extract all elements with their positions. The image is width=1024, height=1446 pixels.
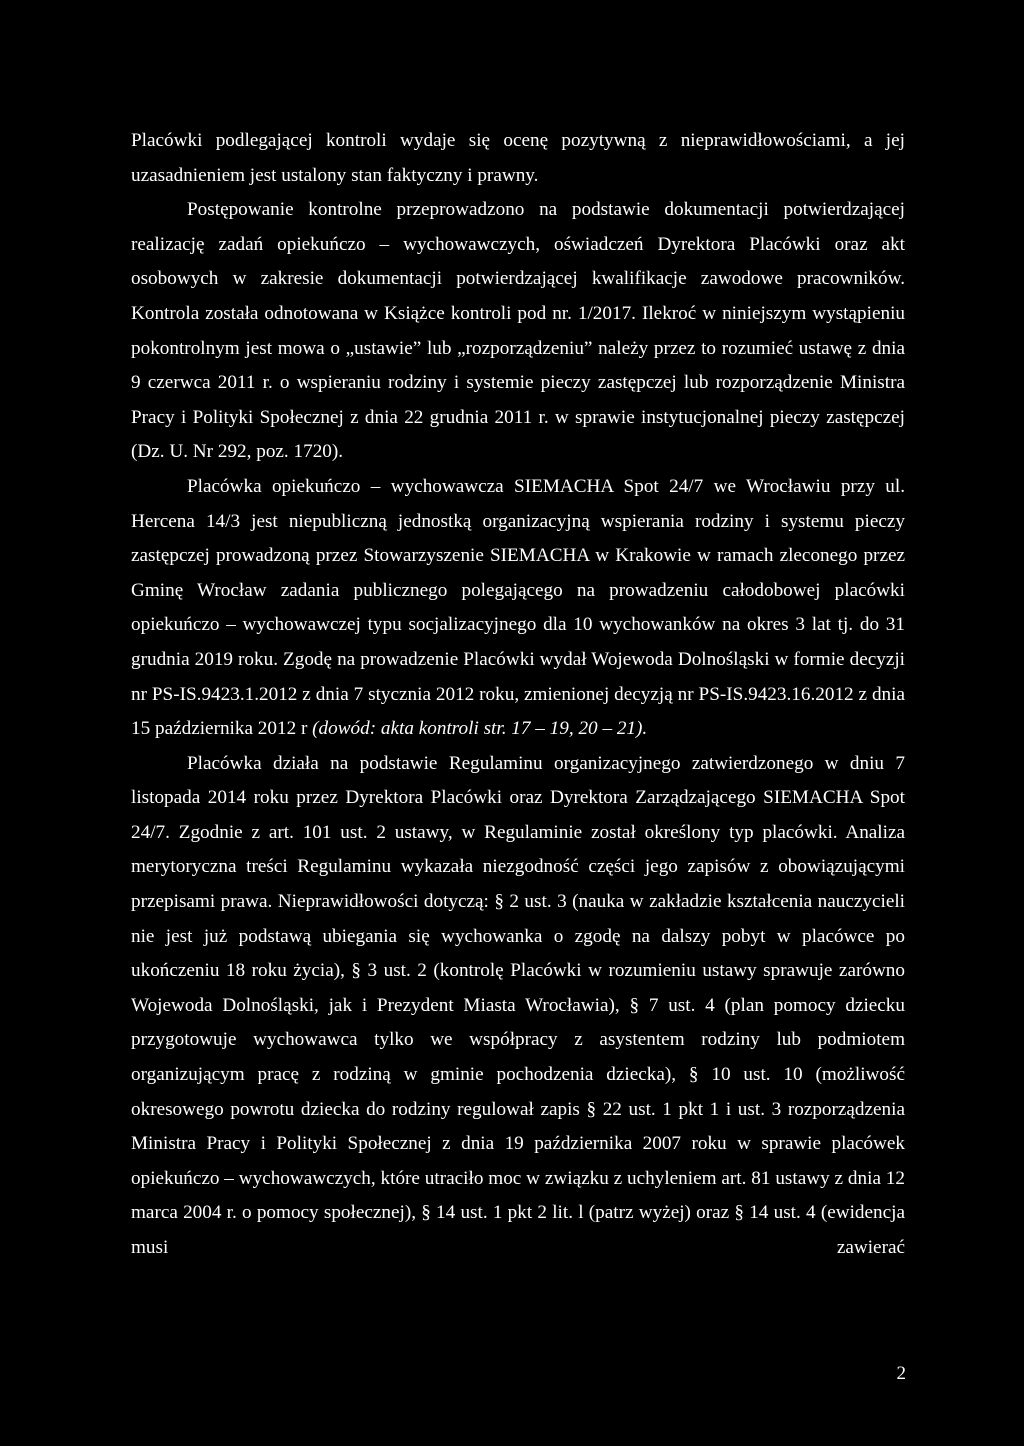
paragraph-procedure [131, 193, 905, 470]
paragraph-facility [131, 470, 905, 747]
paragraph-text: Postępowanie kontrolne przeprowadzono na podstawie dokumentacji potwierdzającej realizację zadań opiekuńczo – wychowawczych, oświadczeń Dyrektora Placówki oraz akt osobowych w zakresie dokumentacji potwierdzającej kwalifikacje zawodowe pracowników. Kontrola została odnotowana w Książce kontroli pod nr. 1/2017. Ilekroć w niniejszym wystąpieniu pokontrolnym jest mowa o „ustawie” lub „rozporządzeniu” należy przez to rozumieć ustawę z dnia 9 czerwca 2011 r. o wspieraniu rodziny i systemie pieczy zastępczej lub rozporządzenie Ministra Pracy i Polityki Społecznej z dnia 22 grudnia 2011 r. w sprawie instytucjonalnej pieczy zastępczej (Dz. U. Nr 292, poz. 1720). [131, 199, 905, 463]
paragraph-regulations [131, 747, 905, 1266]
paragraph-text: Placówki podlegającej kontroli wydaje się ocenę pozytywną z nieprawidłowościami, a jej uzasadnieniem jest ustalony stan faktyczny i prawny. [131, 130, 905, 186]
page-number: 2 [896, 1363, 906, 1384]
paragraph-text: Placówka opiekuńczo – wychowawcza SIEMACHA Spot 24/7 we Wrocławiu przy ul. Hercena 14/3 jest niepubliczną jednostką organizacyjną wspierania rodziny i systemu pieczy zastępczej prowadzoną przez Stowarzyszenie SIEMACHA w Krakowie w ramach zleconego przez Gminę Wrocław zadania publicznego polegającego na prowadzeniu całodobowej placówki opiekuńczo – wychowawczej typu socjalizacyjnego dla 10 wychowanków na okres 3 lat tj. do 31 grudnia 2019 roku. Zgodę na prowadzenie Placówki wydał Wojewoda Dolnośląski w formie decyzji nr PS-IS.9423.1.2012 z dnia 7 stycznia 2012 roku, zmienionej decyzją nr PS-IS.9423.16.2012 z dnia 15 października 2012 r [131, 475, 905, 740]
paragraph-assessment [131, 124, 905, 193]
evidence-reference: (dowód: akta kontroli str. 17 – 19, 20 – 21). [312, 718, 648, 740]
paragraph-text: Placówka działa na podstawie Regulaminu organizacyjnego zatwierdzonego w dniu 7 listopada 2014 roku przez Dyrektora Placówki oraz Dyrektora Zarządzającego SIEMACHA Spot 24/7. Zgodnie z art. 101 ust. 2 ustawy, w Regulaminie został określony typ placówki. Analiza merytoryczna treści Regulaminu wykazała niezgodność części jego zapisów z obowiązującymi przepisami prawa. Nieprawidłowości dotyczą: § 2 ust. 3 (nauka w zakładzie kształcenia nauczycieli nie jest już podstawą ubiegania się wychowanka o zgodę na dalszy pobyt w placówce po ukończeniu 18 roku życia), § 3 ust. 2 (kontrolę Placówki w rozumieniu ustawy sprawuje zarówno Wojewoda Dolnośląski, jak i Prezydent Miasta Wrocławia), § 7 ust. 4 (plan pomocy dziecku przygotowuje wychowawca tylko we współpracy z asystentem rodziny lub podmiotem organizującym pracę z rodziną w gminie pochodzenia dziecka), § 10 ust. 10 (możliwość okresowego powrotu dziecka do rodziny regulował zapis § 22 ust. 1 pkt 1 i ust. 3 rozporządzenia Ministra Pracy i Polityki Społecznej z dnia 19 października 2007 roku w sprawie placówek opiekuńczo – wychowawczych, które utraciło moc w związku z uchyleniem art. 81 ustawy z dnia 12 marca 2004 r. o pomocy społecznej), § 14 ust. 1 pkt 2 lit. l (patrz wyżej) oraz § 14 ust. 4 (ewidencja musi zawierać [131, 752, 905, 1258]
document-body [131, 124, 905, 1266]
